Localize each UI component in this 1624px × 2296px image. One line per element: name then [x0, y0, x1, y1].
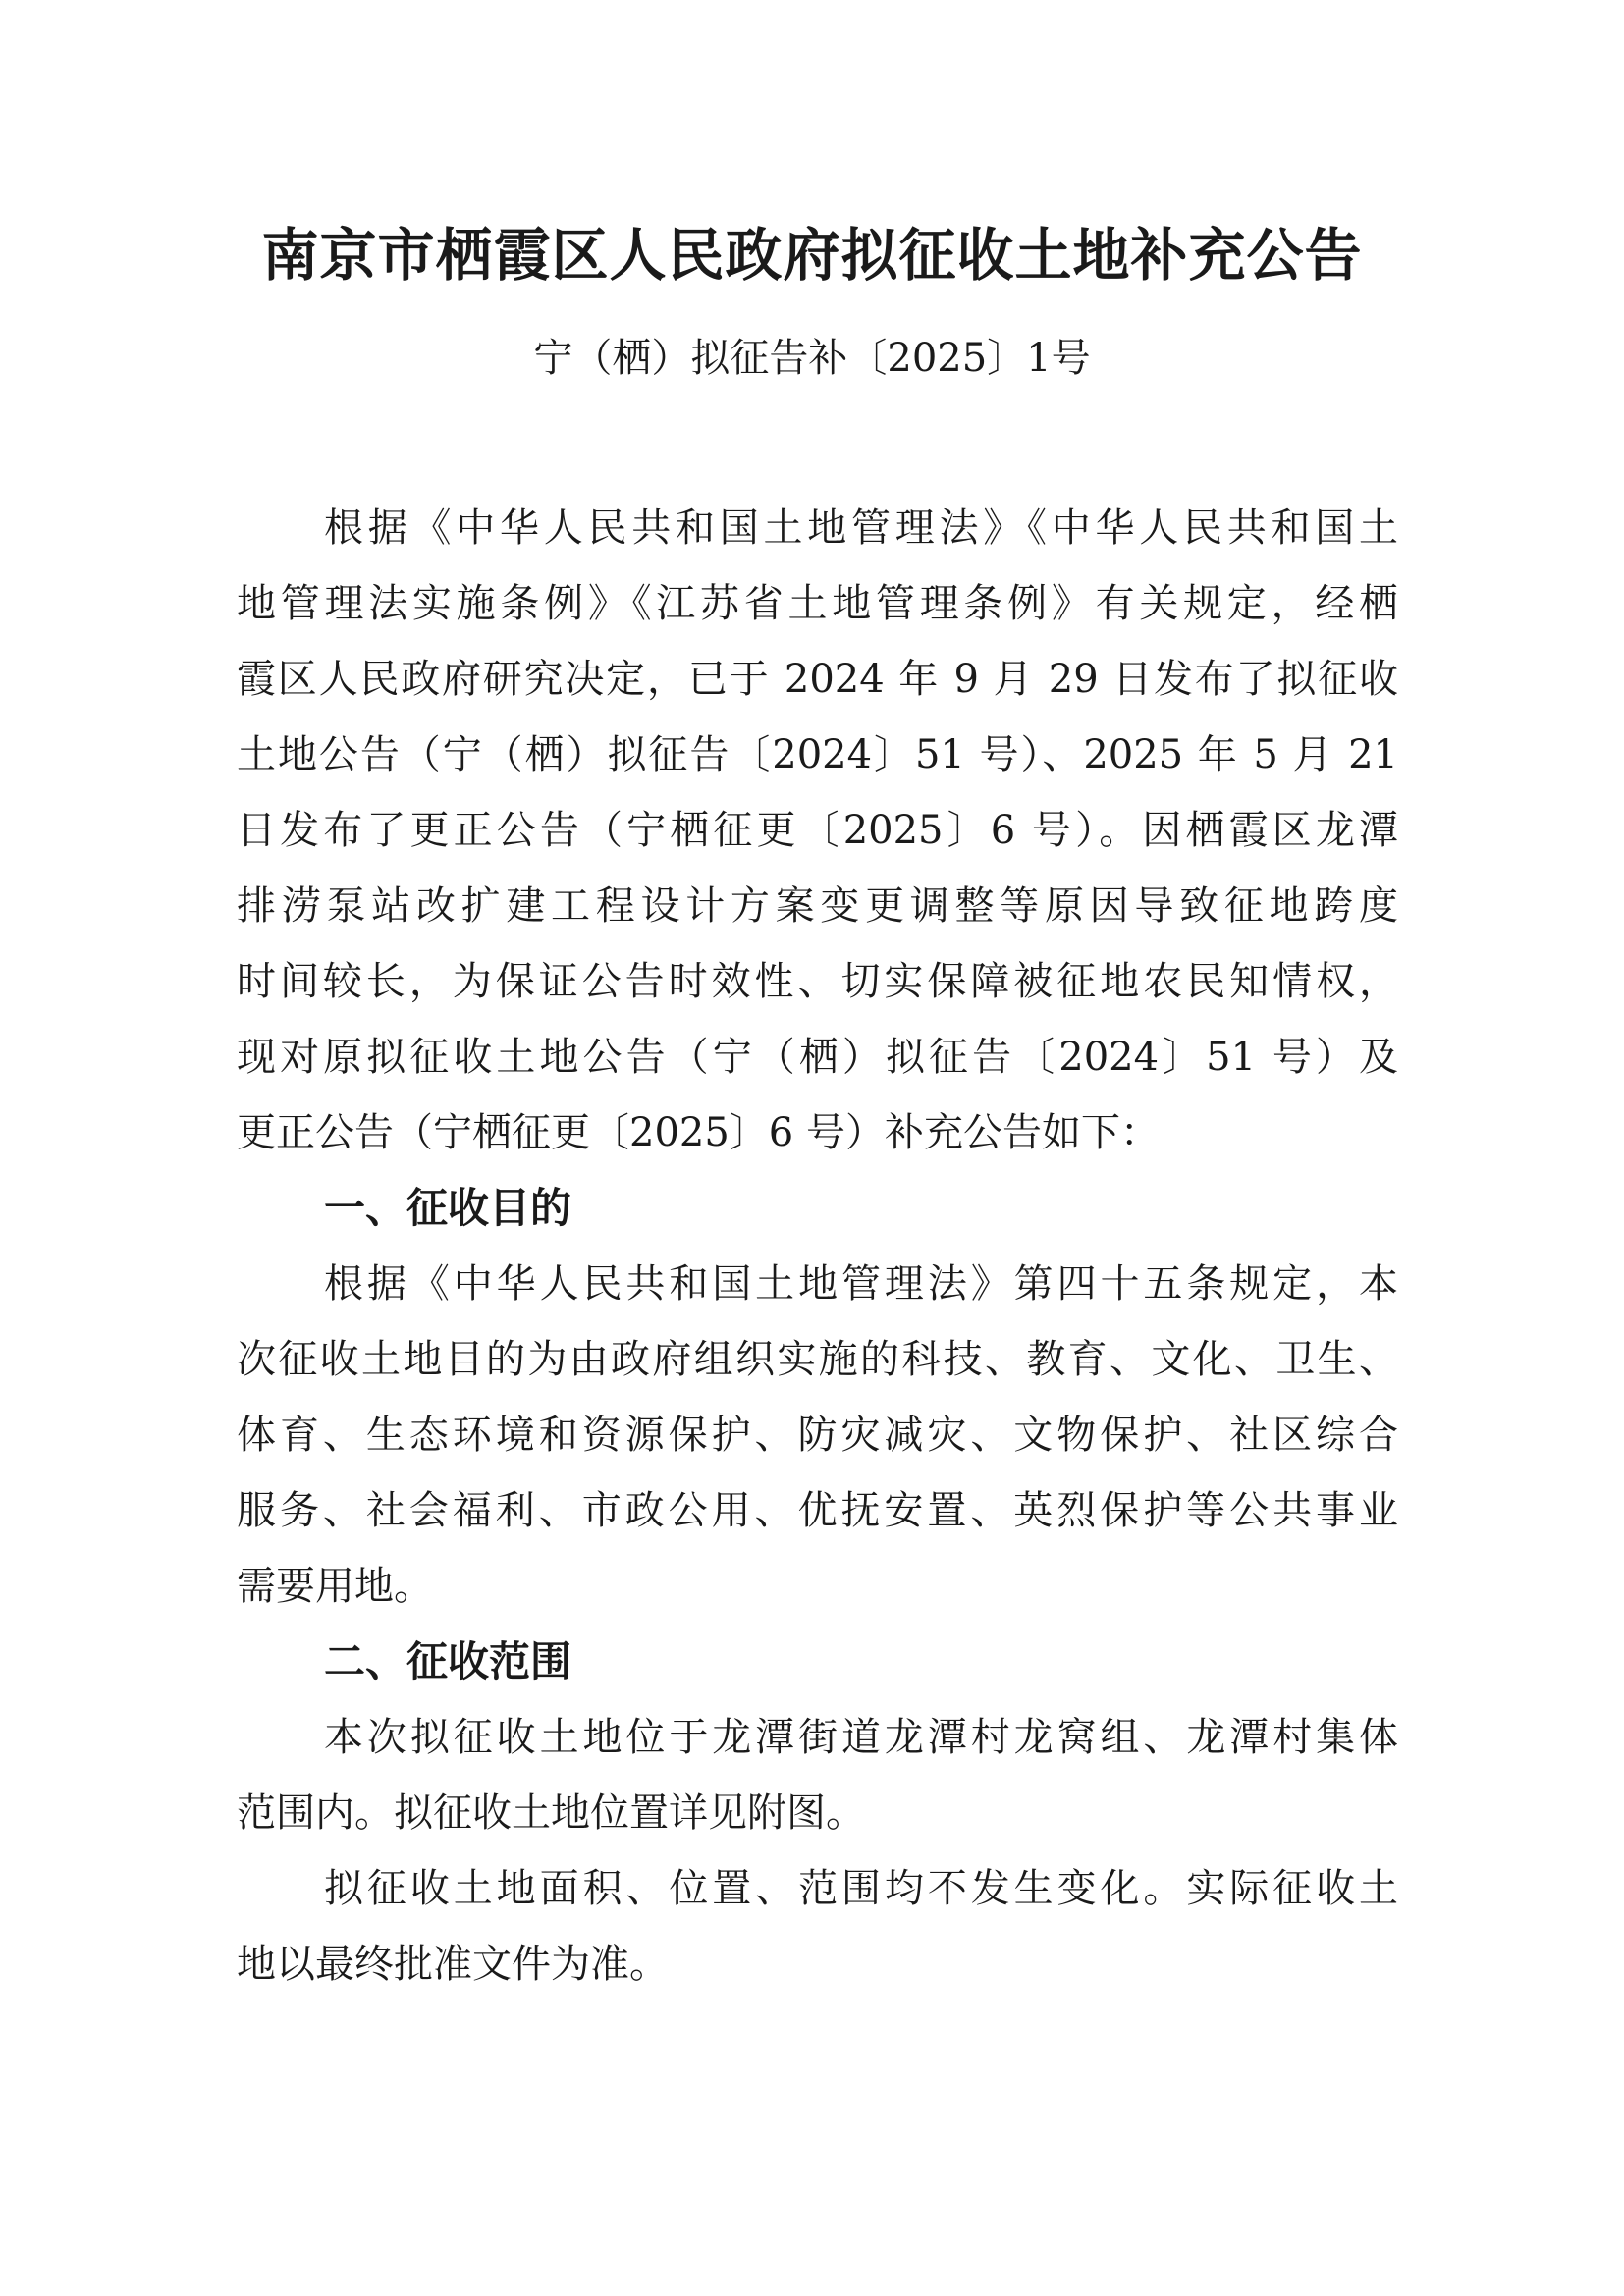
paragraph-line: 霞区人民政府研究决定，已于 2024 年 9 月 29 日发布了拟征收 — [237, 657, 1398, 702]
paragraph-line: 拟征收土地面积、位置、范围均不发生变化。实际征收土 — [324, 1866, 1398, 1911]
paragraph-line: 根据《中华人民共和国土地管理法》第四十五条规定，本 — [324, 1261, 1398, 1307]
paragraph-line: 土地公告（宁（栖）拟征告〔2024〕51 号）、2025 年 5 月 21 — [237, 732, 1398, 777]
paragraph-line: 现对原拟征收土地公告（宁（栖）拟征告〔2024〕51 号）及 — [237, 1035, 1398, 1080]
paragraph-line: 地管理法实施条例》《江苏省土地管理条例》有关规定，经栖 — [237, 581, 1398, 626]
paragraph-line: 根据《中华人民共和国土地管理法》《中华人民共和国土 — [324, 506, 1398, 551]
paragraph-line: 排涝泵站改扩建工程设计方案变更调整等原因导致征地跨度 — [237, 883, 1398, 929]
document-title: 南京市栖霞区人民政府拟征收土地补充公告 — [261, 222, 1363, 289]
paragraph-line: 需要用地。 — [237, 1564, 433, 1609]
paragraph-line: 体育、生态环境和资源保护、防灾减灾、文物保护、社区综合 — [237, 1413, 1398, 1458]
paragraph-line: 日发布了更正公告（宁栖征更〔2025〕6 号）。因栖霞区龙潭 — [237, 808, 1398, 853]
section-heading: 二、征收范围 — [324, 1637, 572, 1685]
paragraph-line: 时间较长，为保证公告时效性、切实保障被征地农民知情权， — [237, 959, 1398, 1004]
paragraph-line: 服务、社会福利、市政公用、优抚安置、英烈保护等公共事业 — [237, 1488, 1398, 1533]
document-number: 宁（栖）拟征告补〔2025〕1号 — [533, 336, 1091, 381]
section-heading: 一、征收目的 — [324, 1184, 572, 1232]
paragraph-line: 更正公告（宁栖征更〔2025〕6 号）补充公告如下： — [237, 1110, 1160, 1155]
paragraph-line: 次征收土地目的为由政府组织实施的科技、教育、文化、卫生、 — [237, 1337, 1398, 1382]
paragraph-line: 本次拟征收土地位于龙潭街道龙潭村龙窝组、龙潭村集体 — [324, 1715, 1398, 1760]
paragraph-line: 地以最终批准文件为准。 — [237, 1942, 669, 1987]
paragraph-line: 范围内。拟征收土地位置详见附图。 — [237, 1790, 865, 1836]
